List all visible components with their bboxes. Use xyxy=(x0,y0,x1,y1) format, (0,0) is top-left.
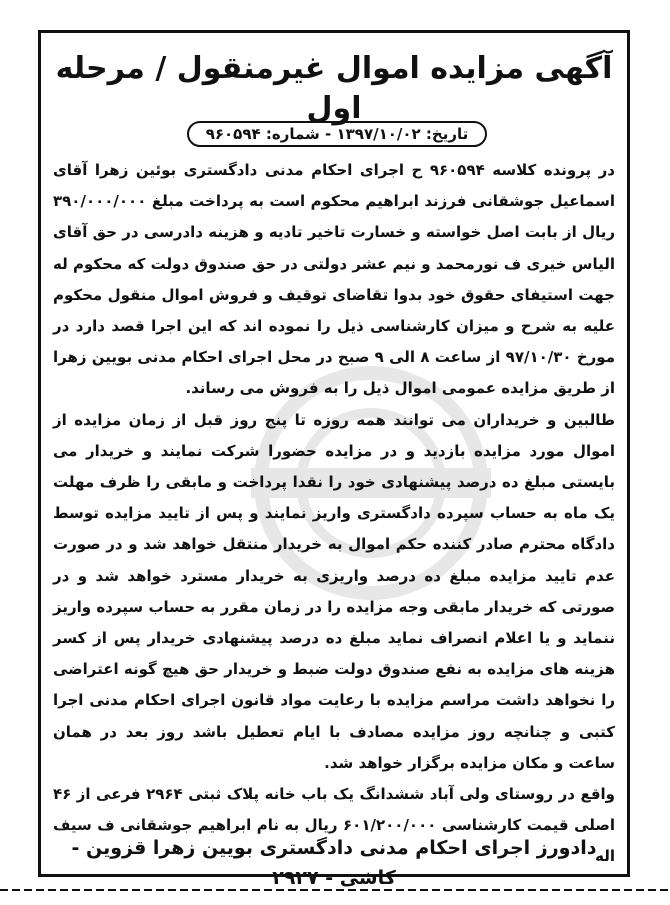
notice-date-number: تاریخ: ۱۳۹۷/۱۰/۰۲ - شماره: ۹۶۰۵۹۴ xyxy=(187,121,487,147)
notice-paragraph-property: واقع در روستای ولی آباد ششدانگ یک باب خانه پلاک ثبتی ۲۹۶۴ فرعی از ۴۶ اصلی قیمت کارشناسی ۶۰۱/۲۰۰/۰۰۰ ریال به نام ابراهیم جوشقانی ف سیف اله xyxy=(53,785,616,866)
notice-frame xyxy=(38,30,630,889)
cut-line xyxy=(0,889,670,891)
notice-title: آگهی مزایده اموال غیرمنقول / مرحله اول xyxy=(55,51,613,126)
notice-paragraph-terms: طالبین و خریداران می توانند همه روزه تا پنج روز قبل از زمان مزایده از اموال مورد مزایده بازدید و در مزایده حضورا شرکت نمایند و خریدار می بایستی مبلغ ده درصد پیشنهادی خود را نقدا پرداخت و مابقی را ظرف مهلت یک ماه به حساب سپرده دادگستری واریز نمایند و پس از تایید مزایده توسط دادگاه محترم صادر کننده حکم اموال به خریدار منتقل خواهد شد و در صورت عدم تایید مزایده مبلغ ده درصد واریزی به خریدار مسترد خواهد شد و در صورتی که خریدار مابقی وجه مزایده را در زمان مقرر به حساب سپرده واریز ننماید و یا اعلام انصراف نماید مبلغ ده درصد پیشنهادی خریدار پس از کسر هزینه های مزایده به نفع صندوق دولت ضبط و خریدار حق هیچ گونه اعتراضی را نخواهد داشت مراسم مزایده با رعایت مواد قانون اجرای احکام مدنی اجرا کتبی و چنانچه روز مزایده مصادف با ایام تعطیل باشد روز بعد در همان ساعت و مکان مزایده برگزار خواهد شد. xyxy=(53,410,615,772)
notice-paragraph-case: در پرونده کلاسه ۹۶۰۵۹۴ ح اجرای احکام مدنی دادگستری بوئین زهرا آقای اسماعیل جوشقانی فرزند ابراهیم محکوم است به پرداخت مبلغ ۳۹۰/۰۰۰/۰۰۰ ریال از بابت اصل خواسته و خسارت تاخیر تادیه و هزینه دادرسی در حق آقای الیاس خیری ف نورمحمد و نیم عشر دولتی در حق صندوق دولت که محکوم له جهت استیفای حقوق خود بدوا تقاضای توقیف و فروش اموال منقول محکوم علیه به شرح و میزان کارشناسی ذیل را نموده اند که این اجرا قصد دارد در مورخ ۹۷/۱۰/۳۰ از ساعت ۸ الی ۹ صبح در محل اجرای احکام مدنی بویین زهرا از طریق مزایده عمومی اموال ذیل را به فروش می رساند. xyxy=(53,161,615,398)
notice-body xyxy=(53,155,615,873)
notice-signature: دادورز اجرای احکام مدنی دادگستری بویین زهرا قزوین - کاشی - ۲۹۲۷ xyxy=(71,837,597,889)
